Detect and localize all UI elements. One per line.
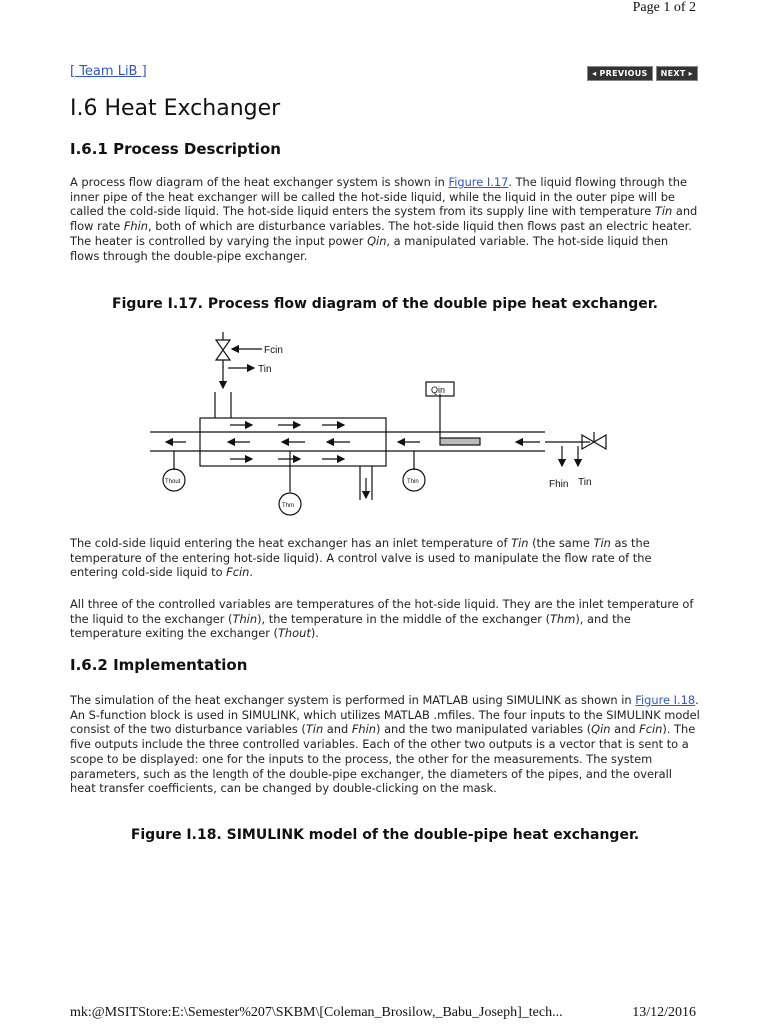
label-thin: Thin [407,479,419,485]
label-fcin: Fcin [264,345,283,356]
figure-caption-i17: Figure I.17. Process flow diagram of the double pipe heat exchanger. [112,296,658,312]
process-flow-diagram [150,328,630,520]
label-thout: Thout [165,479,181,485]
paragraph-process-description: A process flow diagram of the heat exchanger system is shown in Figure I.17. The liquid flowing through the inner pipe of the heat exchanger will be called the hot-side liquid, while the liquid in the outer pipe will be called the cold-side liquid. The hot-side liquid enters the system from its supply line with temperature Tin and flow rate Fhin, both of which are disturbance variables. The hot-side liquid then flows past an electric heater. The heater is controlled by varying the input power Qin, a manipulated variable. The hot-side liquid then flows through the double-pipe exchanger. [70,175,698,263]
page-number: Page 1 of 2 [632,0,696,15]
figure-i18-link[interactable]: Figure I.18 [635,693,696,707]
electric-heater [440,438,480,445]
footer-date: 13/12/2016 [632,1005,696,1020]
label-tin-top: Tin [258,364,272,375]
section-title: I.6 Heat Exchanger [70,96,281,121]
paragraph-controlled-variables: All three of the controlled variables are temperatures of the hot-side liquid. They are the inlet temperature of the liquid to the exchanger (Thin), the temperature in the middle of the exchanger (Thm), and the temperature exiting the exchanger (Thout). [70,597,694,641]
subsection-process-description: I.6.1 Process Description [70,140,281,158]
figure-i17-link[interactable]: Figure I.17 [448,175,509,189]
footer-path: mk:@MSITStore:E:\Semester%207\SKBM\[Coleman_Brosilow,_Babu_Joseph]_tech... [70,1005,563,1020]
previous-button[interactable]: ◂ PREVIOUS [587,66,653,81]
team-lib-link[interactable]: [ Team LiB ] [70,64,147,79]
paragraph-cold-side: The cold-side liquid entering the heat exchanger has an inlet temperature of Tin (the same Tin as the temperature of the entering hot-side liquid). A control valve is used to manipulate the flow rate of the entering cold-side liquid to Fcin. [70,536,652,580]
navigation-bar [70,64,698,82]
cold-inlet-valve [216,340,230,360]
label-thm: Thm [282,503,294,509]
figure-caption-i18: Figure I.18. SIMULINK model of the double-pipe heat exchanger. [130,827,640,843]
label-fhin: Fhin [549,479,569,490]
paragraph-implementation: The simulation of the heat exchanger system is performed in MATLAB using SIMULINK as shown in Figure I.18. An S-function block is used in SIMULINK, which utilizes MATLAB .mfiles. The four inputs to the SIMULINK model consist of the two disturbance variables (Tin and Fhin) and the two manipulated variables (Qin and Fcin). The five outputs include the three controlled variables. Each of the other two outputs is a vector that is sent to a scope to be displayed: one for the inputs to the process, the other for the measurements. The system parameters, such as the length of the double-pipe exchanger, the diameters of the pipes, and the overall heat transfer coefficients, can be changed by double-clicking on the mask. [70,693,700,796]
label-qin: Qin [431,385,446,395]
next-button[interactable]: NEXT ▸ [656,66,698,81]
subsection-implementation: I.6.2 Implementation [70,656,248,674]
pager-buttons [587,66,698,81]
label-tin-right: Tin [578,477,592,488]
